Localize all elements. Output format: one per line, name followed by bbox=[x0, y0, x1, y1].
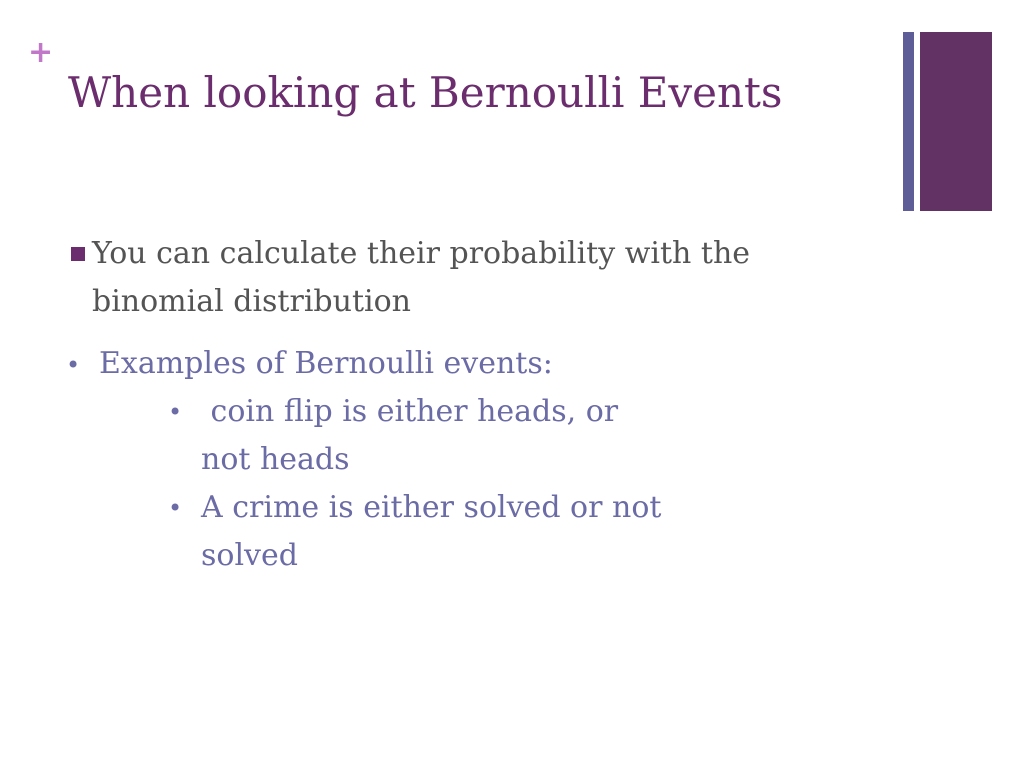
slide-title: When looking at Bernoulli Events bbox=[68, 68, 783, 117]
example-item-line-2: not heads bbox=[201, 442, 350, 477]
decorative-bar-wide bbox=[920, 32, 992, 211]
bullet-dot-icon: • bbox=[168, 398, 183, 426]
example-item-line-2: solved bbox=[201, 538, 298, 573]
main-point-line-2: binomial distribution bbox=[92, 284, 411, 319]
bullet-dot-icon: • bbox=[66, 351, 81, 379]
decorative-bar-thin bbox=[903, 32, 914, 211]
bullet-dot-icon: • bbox=[168, 494, 183, 522]
main-point-text bbox=[92, 230, 750, 326]
square-bullet-icon bbox=[71, 247, 85, 261]
example-item-line-1: coin flip is either heads, or bbox=[201, 394, 619, 429]
example-item-line-1: A crime is either solved or not bbox=[201, 490, 662, 525]
example-item bbox=[201, 388, 618, 484]
main-point-line-1: You can calculate their probability with the bbox=[92, 236, 751, 271]
plus-icon: + bbox=[28, 35, 54, 70]
examples-heading: Examples of Bernoulli events: bbox=[99, 346, 553, 381]
example-item bbox=[201, 484, 661, 580]
